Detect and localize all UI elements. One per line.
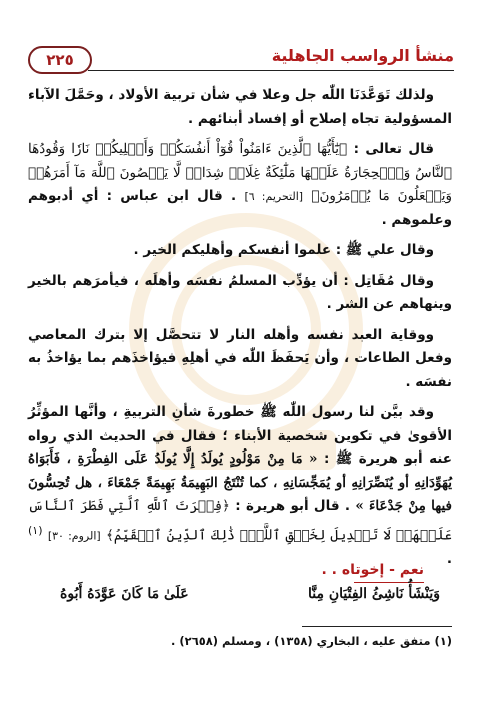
paragraph-4 [28, 270, 452, 317]
poem-verse [40, 586, 440, 612]
paragraph-3 [28, 239, 452, 263]
paragraph-4-text: وقال مُقَاتِل : أن يؤدِّب المسلمُ نفسَه وأهلَه ، فيأمرَهم بالخير وينهاهم عن الشر . [28, 272, 452, 312]
paragraph-5-text: ووقاية العبد نفسه وأهله النار لا تتحصَّل إلا بترك المعاصي وفعل الطاعات ، وأن يَحفَظَ اللّٰه في أهلِهِ فيؤاخذَهم بما يؤاخذُ به نفسَه . [28, 326, 452, 390]
body-text [28, 84, 452, 578]
poem-heading-underline [354, 582, 424, 583]
running-title: منشأ الرواسب الجاهلية [271, 46, 454, 65]
quran-reference-tahrim: [التحريم: ٦] [244, 190, 304, 203]
paragraph-2-tail: . قال ابن عباس : أي أدبوهم وعلموهم . [28, 188, 452, 228]
paragraph-6 [28, 401, 452, 571]
hadith-text: « مَا مِنْ مَوْلُودٍ يُولَدُ إِلَّا يُولَدُ عَلَى الفِطْرَةِ ، فَأَبَوَاهُ يُهَوِّدَانِهِ أو يُنَصِّرَانِهِ أو يُمَجِّسَانِهِ ، كما تُنْتَجُ البَهِيمَةُ بَهِيمَةً جَمْعَاءَ ، هل تُحِسُّونَ فيها مِنْ جَدْعَاءَ » [28, 451, 453, 514]
paragraph-6-mid: . قال أبو هريرة : [229, 498, 350, 514]
paragraph-1-text: ولذلك تَوَعَّدَنَا اللّٰه جل وعلا في شأن تربية الأولاد ، وحَمَّلَ الآباء المسؤولية تجاه إصلاح أو إفساد أبنائهم . [28, 87, 452, 127]
quran-verse-tahrim: ﴿يَٰٓأَيُّهَا ٱلَّذِينَ ءَامَنُواْ قُوٓاْ أَنفُسَكُمۡ وَأَهۡلِيكُمۡ نَارٗا وَقُودُهَا ٱلنَّاسُ وَٱلۡحِجَارَةُ عَلَيۡهَا مَلَٰٓئِكَةٌ غِلَاظٞ شِدَادٞ لَّا يَعۡصُونَ ٱللَّهَ مَآ أَمَرَهُمۡ وَيَفۡعَلُونَ مَا يُؤۡمَرُونَ﴾ [28, 141, 453, 204]
paragraph-6-tail: . [446, 550, 452, 567]
paragraph-5 [28, 324, 452, 395]
quran-reference-rum: [الروم: ٣٠] [47, 529, 101, 542]
paragraph-3-text: وقال علي ﷺ : علموا أنفسكم وأهليكم الخير . [133, 242, 434, 258]
paragraph-6-lead: وقد بيَّن لنا رسول اللّٰه ﷺ خطورةَ شأنِ التربيةِ ، وأنَّها المؤثِّرُ الأقوىٰ في تكوين شخصية الأبناء ؛ فقال في الحديث الذي رواه عنه أبو هريرة ﷺ : [28, 404, 453, 467]
poem-left-hemistich: عَلَىٰ مَا كَانَ عَوَّدَهُ أَبُوهُ [60, 586, 189, 602]
footnote-marker: (١) [28, 523, 43, 537]
paragraph-2-lead: قال تعالى : [347, 141, 434, 157]
footnote: (١) متفق عليه ، البخاري (١٣٥٨) ، ومسلم (٢٦٥٨) . [171, 634, 452, 648]
page-number: ٢٢٥ [28, 46, 92, 74]
paragraph-1 [28, 84, 452, 131]
paragraph-2 [28, 138, 452, 232]
footnote-rule [302, 626, 452, 627]
page-header [28, 44, 454, 74]
poem-right-hemistich: وَيَنْشَأُ نَاشِئُ الفِتْيَانِ مِنَّا [307, 586, 440, 602]
poem-heading: نعم - إخوتاه . . [321, 562, 424, 578]
quran-verse-rum: ﴿فِطۡرَتَ ٱللَّهِ ٱلَّتِي فَطَرَ ٱلنَّاسَ عَلَيۡهَاۚ لَا تَبۡدِيلَ لِخَلۡقِ ٱللَّهِۚ ذَٰلِكَ ٱلدِّينُ ٱلۡقَيِّمُ﴾ [28, 498, 453, 543]
header-rule [88, 70, 454, 71]
